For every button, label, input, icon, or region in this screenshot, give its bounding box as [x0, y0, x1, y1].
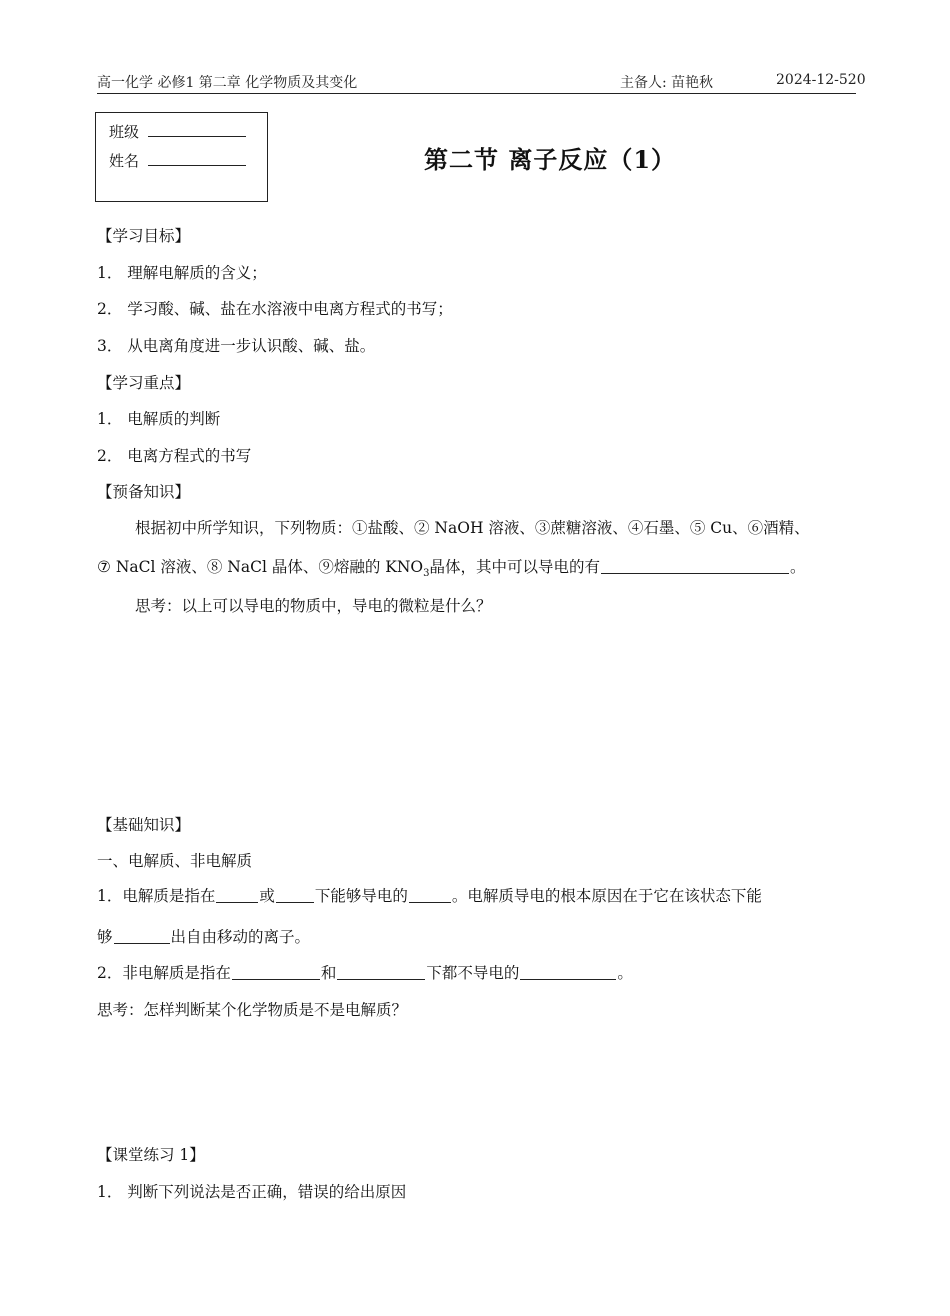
practice-item: 1． 判断下列说法是否正确，错误的给出原因 [97, 1183, 407, 1201]
q1-blank-2[interactable] [276, 886, 314, 903]
q1-text: 够 [97, 928, 113, 946]
prep-think: 思考：以上可以导电的物质中，导电的微粒是什么？ [135, 597, 492, 615]
practice-heading: 【课堂练习 1】 [97, 1146, 205, 1164]
student-info-box [95, 112, 268, 202]
prep-line-2-end: 。 [790, 558, 806, 576]
basic-think: 思考：怎样判断某个化学物质是不是电解质？ [97, 1001, 408, 1019]
q2-text: 。 [617, 964, 633, 982]
section-heading: 一、电解质、非电解质 [97, 852, 253, 870]
prep-line-2-text-b: 晶体，其中可以导电的有 [429, 558, 601, 576]
goal-item: 1． 理解电解质的含义； [97, 264, 267, 282]
goal-item: 3． 从电离角度进一步认识酸、碱、盐。 [97, 337, 376, 355]
question-1-line-1 [97, 885, 762, 907]
class-field [109, 121, 246, 142]
goal-item: 2． 学习酸、碱、盐在水溶液中电离方程式的书写； [97, 300, 453, 318]
q2-text: 和 [320, 964, 337, 982]
q2-text: 2．非电解质是指在 [97, 964, 231, 982]
q1-blank-4[interactable] [114, 927, 170, 944]
q1-text: 。电解质导电的根本原因在于它在该状态下能 [451, 887, 762, 905]
name-field [109, 150, 246, 171]
prep-line-2-text-a: ⑦ NaCl 溶液、⑧ NaCl 晶体、⑨熔融的 KNO [97, 558, 424, 576]
prep-line-2 [97, 556, 806, 585]
focus-heading: 【学习重点】 [97, 374, 191, 392]
q2-blank-2[interactable] [337, 963, 425, 980]
name-label: 姓名 [109, 152, 140, 170]
q1-blank-3[interactable] [409, 886, 451, 903]
prep-heading: 【预备知识】 [97, 483, 191, 501]
question-1-line-2 [97, 926, 310, 948]
q1-text: 出自由移动的离子。 [170, 928, 311, 946]
prep-line-1: 根据初中所学知识，下列物质：①盐酸、② NaOH 溶液、③蔗糖溶液、④石墨、⑤ Cu、⑥酒精、 [135, 519, 810, 537]
class-label: 班级 [109, 123, 140, 141]
subscript-3: 3 [423, 568, 430, 580]
q2-blank-3[interactable] [520, 963, 616, 980]
name-blank[interactable] [148, 150, 246, 166]
q1-text: 或 [259, 887, 275, 905]
focus-item: 2． 电离方程式的书写 [97, 447, 252, 465]
class-blank[interactable] [148, 121, 246, 137]
q1-text: 下能够导电的 [314, 887, 408, 905]
conductive-answer-blank[interactable] [601, 557, 789, 574]
header-course: 高一化学 必修1 第二章 化学物质及其变化 [97, 75, 358, 91]
q2-blank-1[interactable] [232, 963, 320, 980]
q1-text: 1．电解质是指在 [97, 887, 216, 905]
focus-item: 1． 电解质的判断 [97, 410, 221, 428]
header-date: 2024-12-520 [776, 72, 866, 88]
question-2 [97, 962, 633, 984]
q2-text: 下都不导电的 [426, 964, 520, 982]
header-divider [97, 93, 856, 94]
q1-blank-1[interactable] [216, 886, 258, 903]
goals-heading: 【学习目标】 [97, 227, 191, 245]
page-title: 第二节 离子反应（1） [424, 145, 677, 174]
header-preparer: 主备人: 苗艳秋 [620, 75, 714, 91]
basic-heading: 【基础知识】 [97, 816, 191, 834]
